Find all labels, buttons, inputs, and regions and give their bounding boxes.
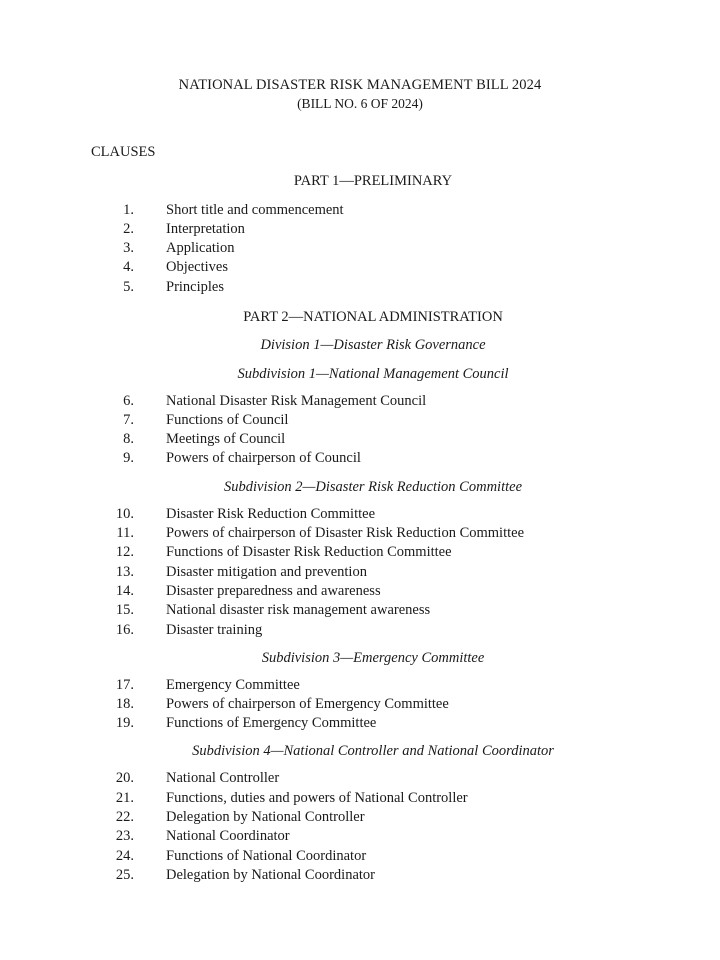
clause-number: 20. bbox=[115, 770, 134, 786]
subdivision-2-heading: Subdivision 2—Disaster Risk Reduction Committee bbox=[223, 479, 523, 495]
subdivision-3-heading: Subdivision 3—Emergency Committee bbox=[261, 650, 485, 666]
clause-text: Functions of National Coordinator bbox=[166, 848, 367, 864]
clause-number: 25. bbox=[115, 867, 134, 883]
clause-number: 12. bbox=[115, 544, 134, 560]
clause-number: 10. bbox=[115, 506, 134, 522]
clauses-label: CLAUSES bbox=[91, 144, 156, 160]
clause-number: 22. bbox=[115, 809, 134, 825]
clause-text: Powers of chairperson of Disaster Risk Reduction Committee bbox=[166, 525, 525, 541]
clause-number: 3. bbox=[123, 240, 134, 256]
clause-text: Principles bbox=[166, 279, 224, 295]
clause-number: 17. bbox=[115, 677, 134, 693]
clause-text: National Disaster Risk Management Council bbox=[166, 393, 427, 409]
clause-number: 9. bbox=[123, 450, 134, 466]
part-2-heading: PART 2—NATIONAL ADMINISTRATION bbox=[243, 309, 503, 325]
clause-text: Interpretation bbox=[166, 221, 245, 237]
clause-text: Meetings of Council bbox=[166, 431, 286, 447]
subdivision-4-heading: Subdivision 4—National Controller and National Coordinator bbox=[192, 743, 554, 759]
clause-number: 6. bbox=[123, 393, 134, 409]
clause-text: Functions of Emergency Committee bbox=[166, 715, 377, 731]
clause-text: Objectives bbox=[166, 259, 229, 275]
clause-number: 11. bbox=[116, 525, 134, 541]
clause-number: 15. bbox=[115, 602, 134, 618]
clause-text: Short title and commencement bbox=[166, 202, 344, 218]
clause-text: Disaster mitigation and prevention bbox=[166, 564, 367, 580]
division-1-heading: Division 1—Disaster Risk Governance bbox=[260, 337, 486, 353]
clause-text: Disaster preparedness and awareness bbox=[166, 583, 381, 599]
clause-number: 4. bbox=[123, 259, 134, 275]
clause-text: Delegation by National Coordinator bbox=[166, 867, 375, 883]
clause-text: Emergency Committee bbox=[166, 677, 300, 693]
clause-number: 24. bbox=[115, 848, 134, 864]
clause-number: 8. bbox=[123, 431, 134, 447]
clause-number: 14. bbox=[115, 583, 134, 599]
clause-text: Powers of chairperson of Emergency Committee bbox=[166, 696, 449, 712]
clause-number: 2. bbox=[123, 221, 134, 237]
clause-text: National Controller bbox=[166, 770, 280, 786]
document-title: NATIONAL DISASTER RISK MANAGEMENT BILL 2024 bbox=[178, 77, 542, 93]
clause-number: 21. bbox=[115, 790, 134, 806]
clause-text: Powers of chairperson of Council bbox=[166, 450, 361, 466]
clause-number: 5. bbox=[123, 279, 134, 295]
clause-number: 19. bbox=[115, 715, 134, 731]
clause-text: Functions of Council bbox=[166, 412, 289, 428]
clause-text: Disaster Risk Reduction Committee bbox=[166, 506, 376, 522]
part-1-heading: PART 1—PRELIMINARY bbox=[293, 173, 453, 189]
clause-text: Functions, duties and powers of National Controller bbox=[166, 790, 468, 806]
clause-number: 1. bbox=[123, 202, 134, 218]
document-subtitle: (BILL NO. 6 OF 2024) bbox=[297, 96, 423, 111]
clause-text: Disaster training bbox=[166, 622, 263, 638]
clause-number: 7. bbox=[123, 412, 134, 428]
clause-text: National disaster risk management awareness bbox=[166, 602, 431, 618]
clause-text: Application bbox=[166, 240, 235, 256]
clause-number: 23. bbox=[115, 828, 134, 844]
clause-number: 13. bbox=[115, 564, 134, 580]
clause-text: Delegation by National Controller bbox=[166, 809, 365, 825]
clause-number: 16. bbox=[115, 622, 134, 638]
clause-number: 18. bbox=[115, 696, 134, 712]
clause-text: National Coordinator bbox=[166, 828, 290, 844]
clause-text: Functions of Disaster Risk Reduction Committee bbox=[166, 544, 452, 560]
subdivision-1-heading: Subdivision 1—National Management Council bbox=[237, 366, 509, 382]
